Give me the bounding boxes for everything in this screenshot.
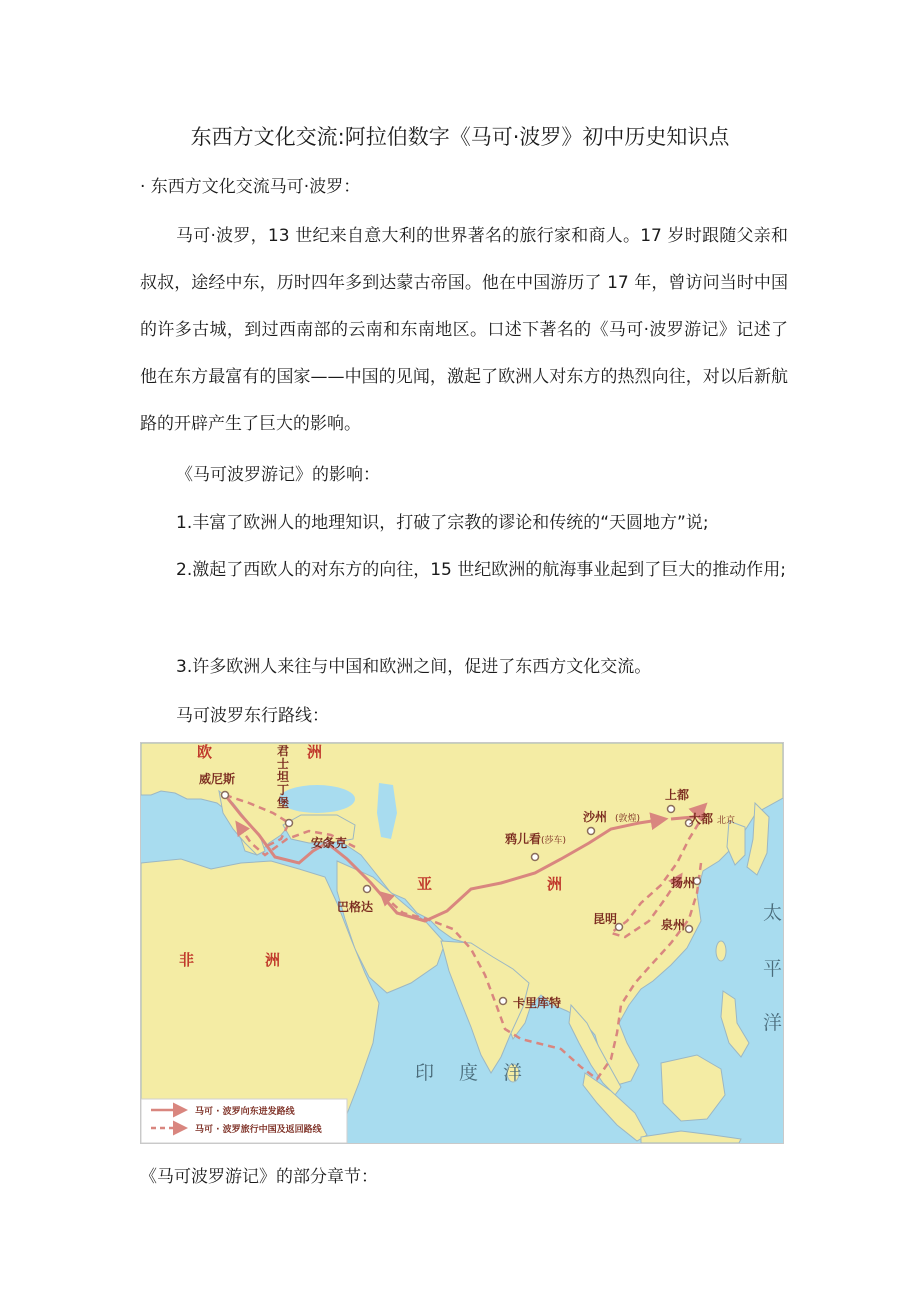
influence-item-2: 2.激起了西欧人的对东方的向往，15 世纪欧洲的航海事业起到了巨大的推动作用; xyxy=(176,560,786,580)
taiwan-land xyxy=(716,941,726,961)
map-label-indian-ocean-a: 印 xyxy=(415,1062,435,1084)
map-label-europe-b: 洲 xyxy=(307,743,323,761)
shazhou-dot xyxy=(588,828,595,835)
map-label-venice: 威尼斯 xyxy=(199,772,236,786)
legend-outbound: 马可 · 波罗向东进发路线 xyxy=(195,1107,295,1117)
map-label-antioch: 安条克 xyxy=(311,836,348,850)
calicut-dot xyxy=(500,998,507,1005)
map-label-asia-a: 亚 xyxy=(417,875,433,893)
intro-paragraph: 马可·波罗，13 世纪来自意大利的世界著名的旅行家和商人。17 岁时跟随父亲和叔叔，途经中东，历时四年多到达蒙古帝国。他在中国游历了 17 年，曾访问当时中国的许多古城，到过西南部的云南和东南地区。口述下著名的《马可·波罗游记》记述了他在东方最富有的国家——中国的见闻，激起了欧洲人对东方的热烈向往，对以后新航路的开辟产生了巨大的影响。 xyxy=(140,226,788,434)
map-label-kashgar-note: (莎车) xyxy=(541,836,567,846)
map-label-yangzhou: 扬州 xyxy=(671,876,696,890)
map-label-europe-a: 欧 xyxy=(197,743,213,761)
map-label-dadu-note: 北京 xyxy=(717,816,736,826)
route-map xyxy=(140,742,784,1144)
section-subtitle: · 东西方文化交流马可·波罗： xyxy=(140,177,361,197)
map-label-shazhou-note: (敦煌) xyxy=(615,814,641,824)
map-label-shazhou: 沙州 xyxy=(583,810,608,824)
venice-dot xyxy=(222,792,229,799)
influence-item-3: 3.许多欧洲人来往与中国和欧洲之间，促进了东西方文化交流。 xyxy=(176,657,652,677)
map-label-kunming: 昆明 xyxy=(593,912,618,926)
kashgar-dot xyxy=(532,854,539,861)
map-label-kashgar: 鸦儿看 xyxy=(505,832,542,846)
map-label-shangdu: 上都 xyxy=(665,788,690,802)
map-label-quanzhou: 泉州 xyxy=(661,918,686,932)
baghdad-dot xyxy=(364,886,371,893)
map-label-africa-a: 非 xyxy=(179,951,195,969)
constantinople-dot xyxy=(286,820,293,827)
map-label-indian-ocean-c: 洋 xyxy=(503,1062,523,1084)
map-label-africa-b: 洲 xyxy=(265,951,281,969)
map-label-asia-b: 洲 xyxy=(547,875,563,893)
shangdu-dot xyxy=(668,806,675,813)
influence-heading: 《马可波罗游记》的影响： xyxy=(176,465,380,485)
influence-item-1: 1.丰富了欧洲人的地理知识，打破了宗教的谬论和传统的“天圆地方”说; xyxy=(176,513,709,533)
map-label-dadu: 大都 xyxy=(689,812,714,826)
map-label-pacific-b: 平 xyxy=(763,958,783,980)
map-label-constantinople: 君士坦丁堡 xyxy=(277,744,290,810)
map-legend xyxy=(141,1099,347,1143)
black-sea xyxy=(279,785,355,813)
map-label-calicut: 卡里库特 xyxy=(513,996,562,1010)
quanzhou-dot xyxy=(686,926,693,933)
chapters-heading: 《马可波罗游记》的部分章节： xyxy=(140,1167,378,1187)
page-title: 东西方文化交流:阿拉伯数字《马可·波罗》初中历史知识点 xyxy=(190,125,730,149)
map-label-pacific-c: 洋 xyxy=(763,1012,783,1034)
map-label-baghdad: 巴格达 xyxy=(337,900,374,914)
map-label-pacific-a: 太 xyxy=(763,902,783,924)
route-heading: 马可波罗东行路线： xyxy=(176,706,329,726)
legend-china-return: 马可 · 波罗旅行中国及返回路线 xyxy=(195,1125,322,1135)
map-label-indian-ocean-b: 度 xyxy=(459,1062,479,1084)
